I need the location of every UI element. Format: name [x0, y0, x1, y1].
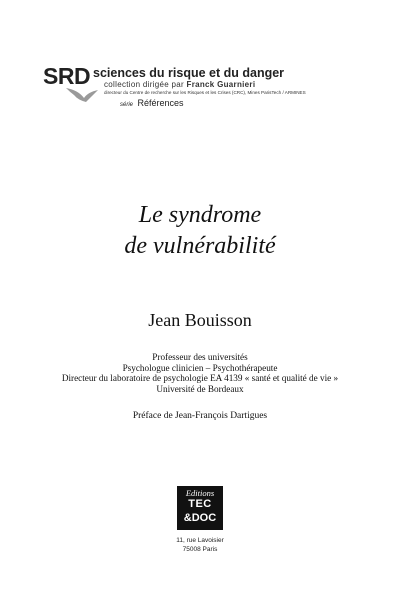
book-author: Jean Bouisson [148, 310, 252, 330]
book-title-line-2: de vulnérabilité [124, 233, 276, 259]
publisher-address [0, 536, 400, 554]
credit-line: Directeur du laboratoire de psychologie EA 4139 « santé et qualité de vie » [61, 373, 339, 383]
publisher-logo-doc: &DOC [183, 512, 217, 524]
address-line: 11, rue Lavoisier [176, 537, 224, 544]
series-title: sciences du risque et du danger [93, 66, 285, 80]
preface-credit: Préface de Jean-François Dartigues [132, 411, 268, 421]
serie-name: Références [137, 98, 184, 108]
address-line: 75008 Paris [182, 546, 218, 553]
publisher-logo [177, 486, 223, 530]
series-director-line: directeur du Centre de recherche sur les Risques et les Crises (CRC), Mines ParisTech / ARMINES [104, 89, 306, 95]
collection-prefix: collection dirigée par [104, 80, 184, 89]
series-collection [104, 80, 255, 89]
book-title-line-1: Le syndrome [138, 202, 262, 228]
bird-wing-icon [64, 86, 104, 106]
publisher-logo-tec: TEC [188, 498, 212, 510]
credit-line: Université de Bordeaux [156, 383, 244, 394]
collection-director: Franck Guarnieri [186, 80, 256, 89]
serie-prefix: série [120, 102, 134, 108]
series-serie [120, 98, 184, 108]
credit-line: Psychologue clinicien – Psychothérapeute [122, 362, 278, 373]
author-credits [0, 352, 400, 394]
credit-line: Professeur des universités [152, 352, 248, 362]
publisher-logo-editions: Editions [185, 488, 215, 498]
series-logo: SRD [43, 63, 91, 89]
